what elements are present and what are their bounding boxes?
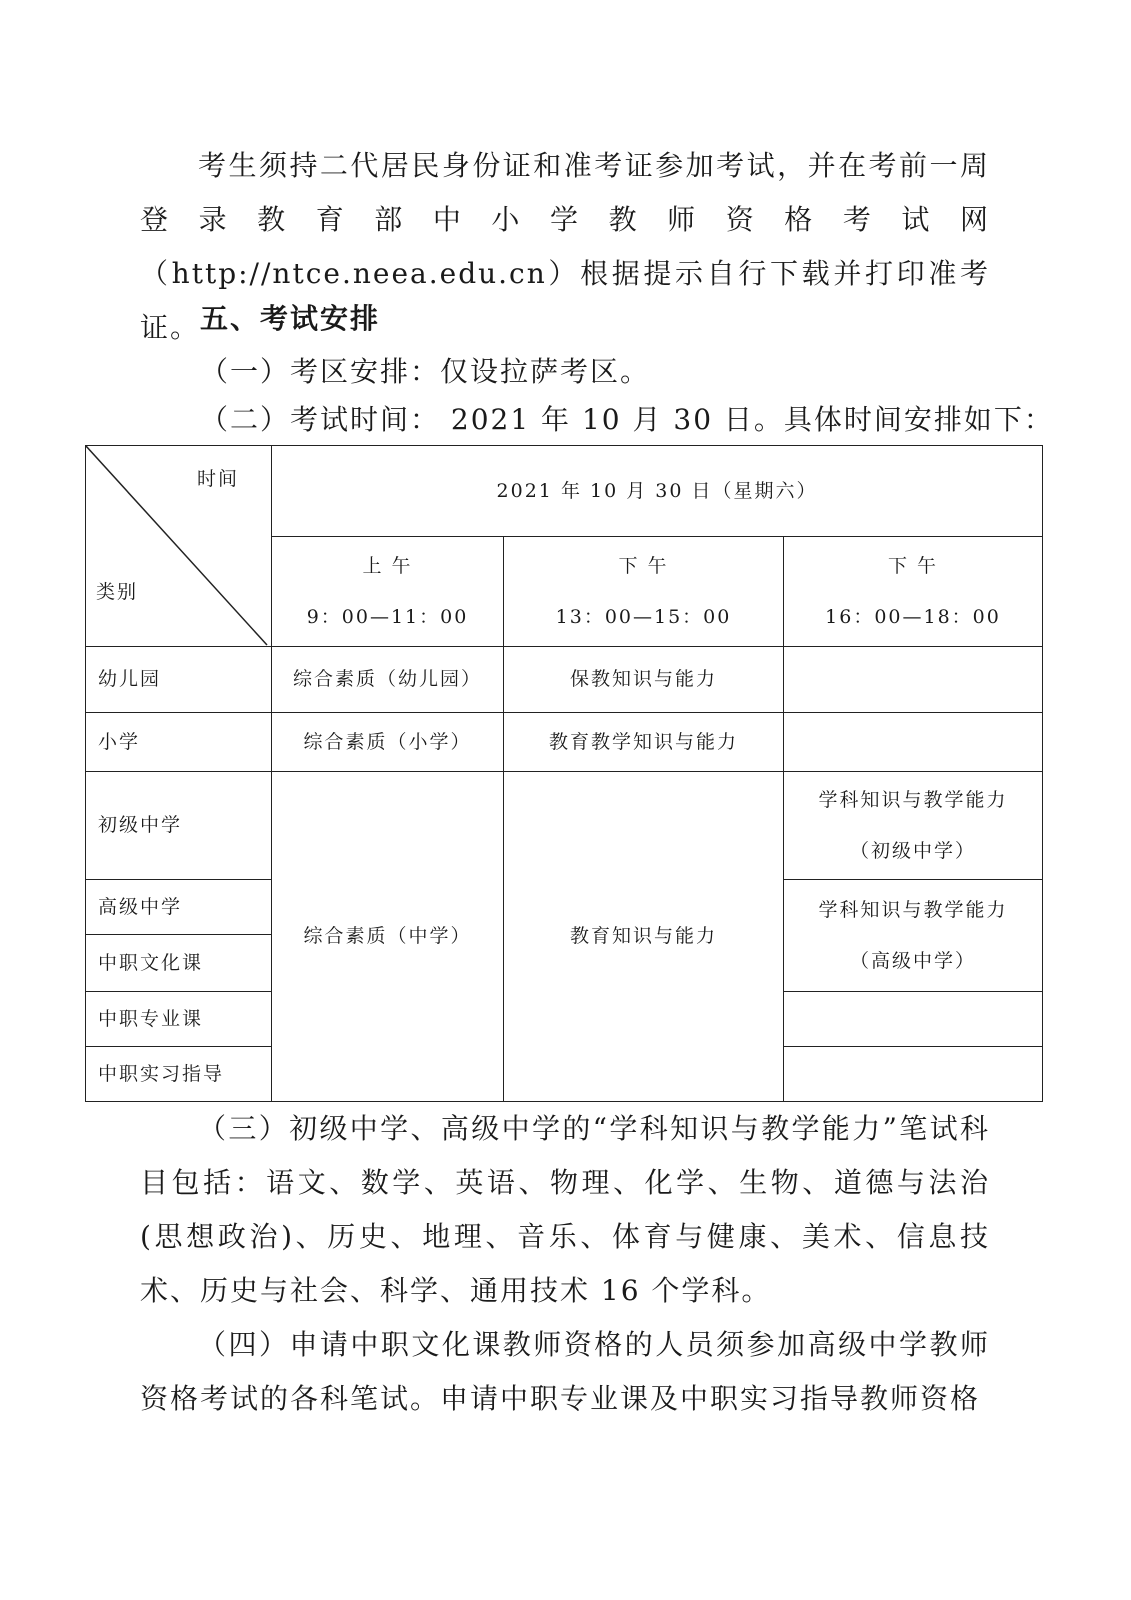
- session-header-morning: [272, 537, 504, 647]
- vocational-paragraph: （四）申请中职文化课教师资格的人员须参加高级中学教师资格考试的各科笔试。申请中职专业课及中职实习指导教师资格: [140, 1328, 990, 1415]
- exam-cell: [784, 1047, 1043, 1102]
- session-label: 下 午: [618, 554, 669, 577]
- session-label: 下 午: [887, 554, 939, 577]
- corner-category-label: 类别: [96, 581, 139, 604]
- exam-cell: 综合素质（小学）: [272, 713, 504, 772]
- corner-time-label: 时间: [196, 468, 239, 490]
- exam-cell: [784, 647, 1043, 713]
- session-header-afternoon-1: [504, 537, 784, 647]
- session-label: 上 午: [362, 554, 413, 577]
- exam-level: （高级中学）: [850, 949, 977, 972]
- table-row: [86, 647, 1043, 713]
- category-cell: 初级中学: [86, 772, 272, 880]
- category-cell: 高级中学: [86, 880, 272, 935]
- exam-area-text: （一）考区安排：仅设拉萨考区。: [200, 355, 651, 388]
- exam-cell: [784, 992, 1043, 1047]
- category-cell: 小学: [86, 713, 272, 772]
- exam-cell: 教育教学知识与能力: [504, 713, 784, 772]
- session-time: 16：00—18：00: [825, 605, 1001, 628]
- category-cell: 中职实习指导: [86, 1047, 272, 1102]
- exam-cell: 教育知识与能力: [504, 772, 784, 1102]
- exam-cell: 保教知识与能力: [504, 647, 784, 713]
- exam-time-text: （二）考试时间： 2021 年 10 月 30 日。具体时间安排如下：: [200, 403, 1054, 436]
- intro-paragraph: 考生须持二代居民身份证和准考证参加考试，并在考前一周登录教育部中小学教师资格考试网（http://ntce.neea.edu.cn）根据提示自行下载并打印准考证。: [140, 149, 990, 344]
- session-time: 13：00—15：00: [555, 605, 732, 628]
- exam-subject: 学科知识与教学能力: [818, 788, 1008, 811]
- exam-cell: [784, 880, 1043, 992]
- diagonal-line: [86, 446, 272, 647]
- session-header-afternoon-2: [784, 537, 1043, 647]
- subjects-paragraph: （三）初级中学、高级中学的“学科知识与教学能力”笔试科目包括：语文、数学、英语、物理、化学、生物、道德与法治(思想政治)、历史、地理、音乐、体育与健康、美术、信息技术、历史与社会、科学、通用技术 16 个学科。: [140, 1112, 990, 1307]
- section-heading: 五、考试安排: [200, 302, 381, 335]
- category-cell: 幼儿园: [86, 647, 272, 713]
- schedule-table: [85, 445, 1043, 1102]
- category-cell: 中职专业课: [86, 992, 272, 1047]
- exam-level: （初级中学）: [850, 839, 977, 862]
- exam-cell: [784, 713, 1043, 772]
- exam-cell: 综合素质（幼儿园）: [272, 647, 504, 713]
- date-header-cell: 2021 年 10 月 30 日（星期六）: [272, 446, 1043, 537]
- category-cell: 中职文化课: [86, 935, 272, 992]
- table-row: [86, 713, 1043, 772]
- exam-cell: [784, 772, 1043, 880]
- table-row: [86, 446, 1043, 537]
- corner-header-cell: [86, 446, 272, 647]
- table-row: [86, 772, 1043, 826]
- exam-cell: 综合素质（中学）: [272, 772, 504, 1102]
- session-time: 9：00—11：00: [306, 605, 469, 628]
- exam-subject: 学科知识与教学能力: [818, 898, 1008, 921]
